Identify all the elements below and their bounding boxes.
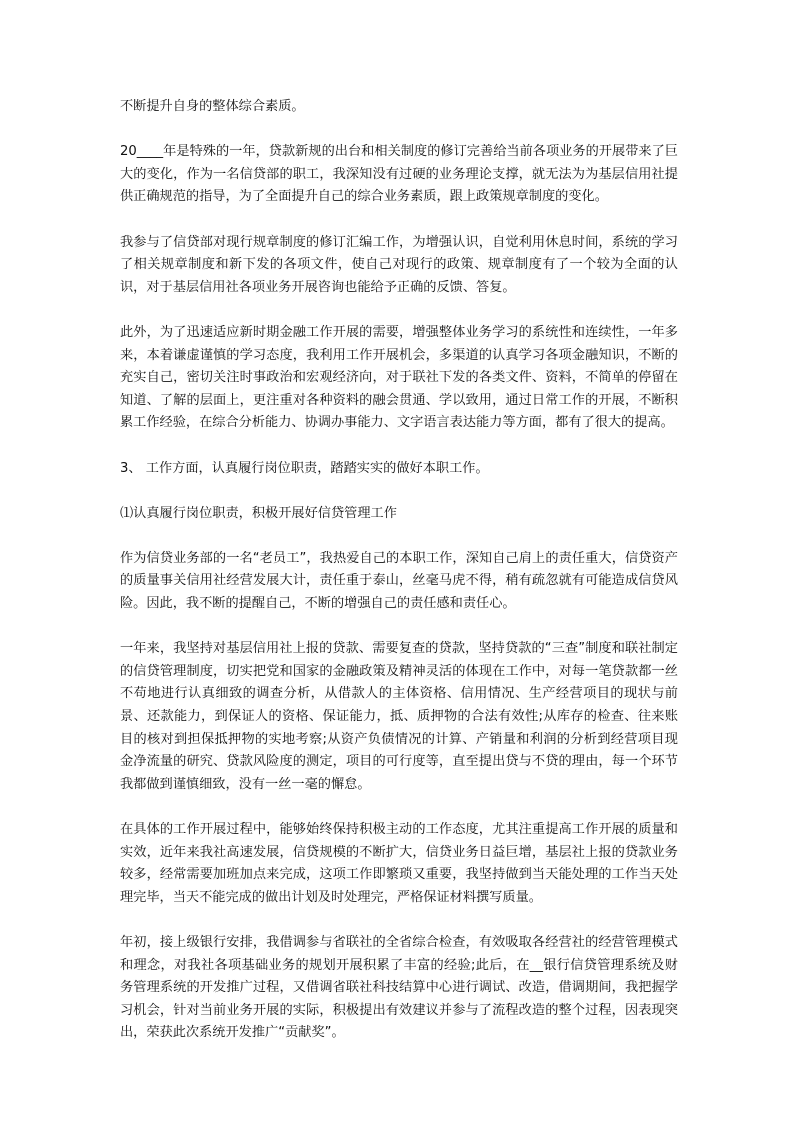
paragraph: 作为信贷业务部的一名“老员工”，我热爱自己的本职工作，深知自己肩上的责任重大，信贷资产的质量事关信用社经营发展大计，责任重于泰山，丝毫马虎不得，稍有疏忽就有可能造成信贷风险。因此，我不断的提醒自己，不断的增强自己的责任感和责任心。: [120, 550, 678, 612]
paragraph: 在具体的工作开展过程中，能够始终保持积极主动的工作态度，尤其注重提高工作开展的质量和实效，近年来我社高速发展，信贷规模的不断扩大，信贷业务日益巨增，基层社上报的贷款业务较多，经常需要加班加点来完成，这项工作即繁琐又重要，我坚持做到当天能处理的工作当天处理完毕，当天不能完成的做出计划及时处理完，严格保证材料撰写质量。: [120, 822, 678, 905]
section-heading: 3、 工作方面，认真履行岗位职责，踏踏实实的做好本职工作。: [120, 460, 489, 476]
paragraph: 一年来，我坚持对基层信用社上报的贷款、需要复查的贷款，坚持贷款的“三查”制度和联社制定的信贷管理制度，切实把党和国家的金融政策及精神灵活的体现在工作中，对每一笔贷款都一丝不苟地进行认真细致的调查分析，从借款人的主体资格、信用情况、生产经营项目的现状与前景、还款能力，到保证人的资格、保证能力，抵、质押物的合法有效性;从库存的检查、往来账目的核对到担保抵押物的实地考察;从资产负债情况的计算、产销量和利润的分析到经营项目现金净流量的研究、贷款风险度的测定，项目的可行度等，直至提出贷与不贷的理由，每一个环节我都做到谨慎细致，没有一丝一毫的懈怠。: [120, 641, 678, 792]
subsection-heading: ⑴认真履行岗位职责，积极开展好信贷管理工作: [120, 505, 397, 521]
paragraph: 年初，接上级银行安排，我借调参与省联社的全省综合检查，有效吸取各经营社的经营管理模式和理念，对我社各项基础业务的规划开展积累了丰富的经验;此后，在__银行信贷管理系统及财务管理系统的开发推广过程，又借调省联社科技结算中心进行调试、改造，借调期间，我把握学习机会，针对当前业务开展的实际，积极提出有效建议并参与了流程改造的整个过程，因表现突出，荣获此次系统开发推广“贡献奖”。: [120, 934, 678, 1041]
paragraph: 此外，为了迅速适应新时期金融工作开展的需要，增强整体业务学习的系统性和连续性，一年多来，本着谦虚谨慎的学习态度，我利用工作开展机会，多渠道的认真学习各项金融知识，不断的充实自己，密切关注时事政治和宏观经济向，对于联社下发的各类文件、资料，不简单的停留在知道、了解的层面上，更注重对各种资料的融会贯通、学以致用，通过日常工作的开展，不断积累工作经验，在综合分析能力、协调办事能力、文字语言表达能力等方面，都有了很大的提高。: [120, 324, 678, 431]
paragraph: 不断提升自身的整体综合素质。: [120, 99, 305, 114]
paragraph: 20____年是特殊的一年，贷款新规的出台和相关制度的修订完善给当前各项业务的开展带来了巨大的变化，作为一名信贷部的职工，我深知没有过硬的业务理论支撑，就无法为为基层信用社提供正确规范的指导，为了全面提升自己的综合业务素质，跟上政策规章制度的变化。: [120, 144, 678, 205]
document-body: [120, 96, 678, 1068]
paragraph: 我参与了信贷部对现行规章制度的修订汇编工作，为增强认识，自觉利用休息时间，系统的学习了相关规章制度和新下发的各项文件，使自己对现行的政策、规章制度有了一个较为全面的认识，对于基层信用社各项业务开展咨询也能给予正确的反馈、答复。: [120, 234, 678, 295]
